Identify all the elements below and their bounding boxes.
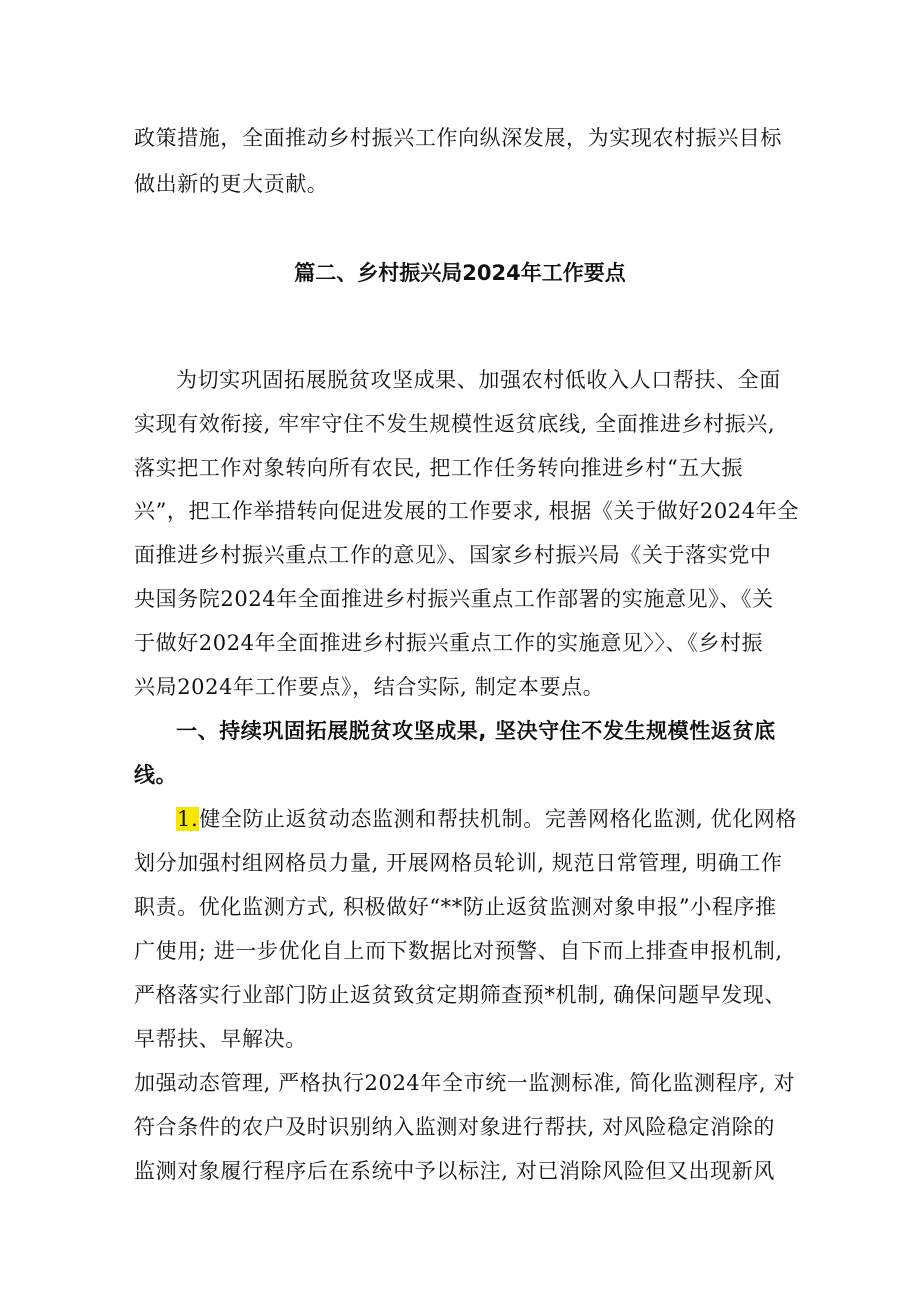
intro-paragraph-line: 面推进乡村振兴重点工作的意见》、国家乡村振兴局《关于落实党中 bbox=[134, 543, 772, 567]
item-1-line: 广使用; 进一步优化自上而下数据比对预警、自下而上排查申报机制, bbox=[134, 939, 783, 963]
body-text-line: 符合条件的农户及时识别纳入监测对象进行帮扶, 对风险稳定消除的 bbox=[134, 1115, 775, 1139]
item-1-text: 健全防止返贫动态监测和帮扶机制。完善网格化监测, 优化网格 bbox=[199, 807, 797, 831]
item-1-first-line bbox=[176, 804, 797, 834]
intro-paragraph-line: 为切实巩固拓展脱贫攻坚成果、加强农村低收入人口帮扶、全面 bbox=[176, 368, 781, 392]
intro-paragraph-line: 落实把工作对象转向所有农民, 把工作任务转向推进乡村“五大振 bbox=[134, 456, 744, 480]
item-1-line: 职责。优化监测方式, 积极做好“**防止返贫监测对象申报”小程序推 bbox=[134, 895, 777, 919]
intro-paragraph-line: 于做好2024年全面推进乡村振兴重点工作的实施意见〉〉、《乡村振 bbox=[134, 631, 764, 655]
section-heading-line: 一、持续巩固拓展脱贫攻坚成果, 坚决守住不发生规模性返贫底 bbox=[176, 719, 776, 743]
intro-paragraph-line: 实现有效衔接, 牢牢守住不发生规模性返贫底线, 全面推进乡村振兴, bbox=[134, 412, 776, 436]
section-title: 篇二、乡村振兴局2024年工作要点 bbox=[294, 261, 626, 285]
body-text-line: 监测对象履行程序后在系统中予以标注, 对已消除风险但又出现新风 bbox=[134, 1159, 775, 1183]
item-1-line: 早帮扶、早解决。 bbox=[134, 1027, 307, 1051]
intro-paragraph-line: 兴局2024年工作要点》，结合实际, 制定本要点。 bbox=[134, 675, 605, 699]
item-1-line: 划分加强村组网格员力量, 开展网格员轮训, 规范日常管理, 明确工作 bbox=[134, 851, 783, 875]
body-text-line: 做出新的更大贡献。 bbox=[134, 172, 329, 196]
body-text-line: 加强动态管理, 严格执行2024年全市统一监测标准, 简化监测程序, 对 bbox=[134, 1071, 796, 1095]
highlighted-item-number: 1. bbox=[177, 807, 199, 831]
intro-paragraph-line: 兴”，把工作举措转向促进发展的工作要求, 根据《关于做好2024年全 bbox=[134, 499, 799, 523]
intro-paragraph-line: 央国务院2024年全面推进乡村振兴重点工作部署的实施意见》、《关 bbox=[134, 587, 774, 611]
body-text-line: 政策措施，全面推动乡村振兴工作向纵深发展，为实现农村振兴目标 bbox=[134, 126, 782, 150]
section-heading-line: 线。 bbox=[134, 763, 178, 787]
item-1-line: 严格落实行业部门防止返贫致贫定期筛查预*机制, 确保问题早发现、 bbox=[134, 983, 787, 1007]
